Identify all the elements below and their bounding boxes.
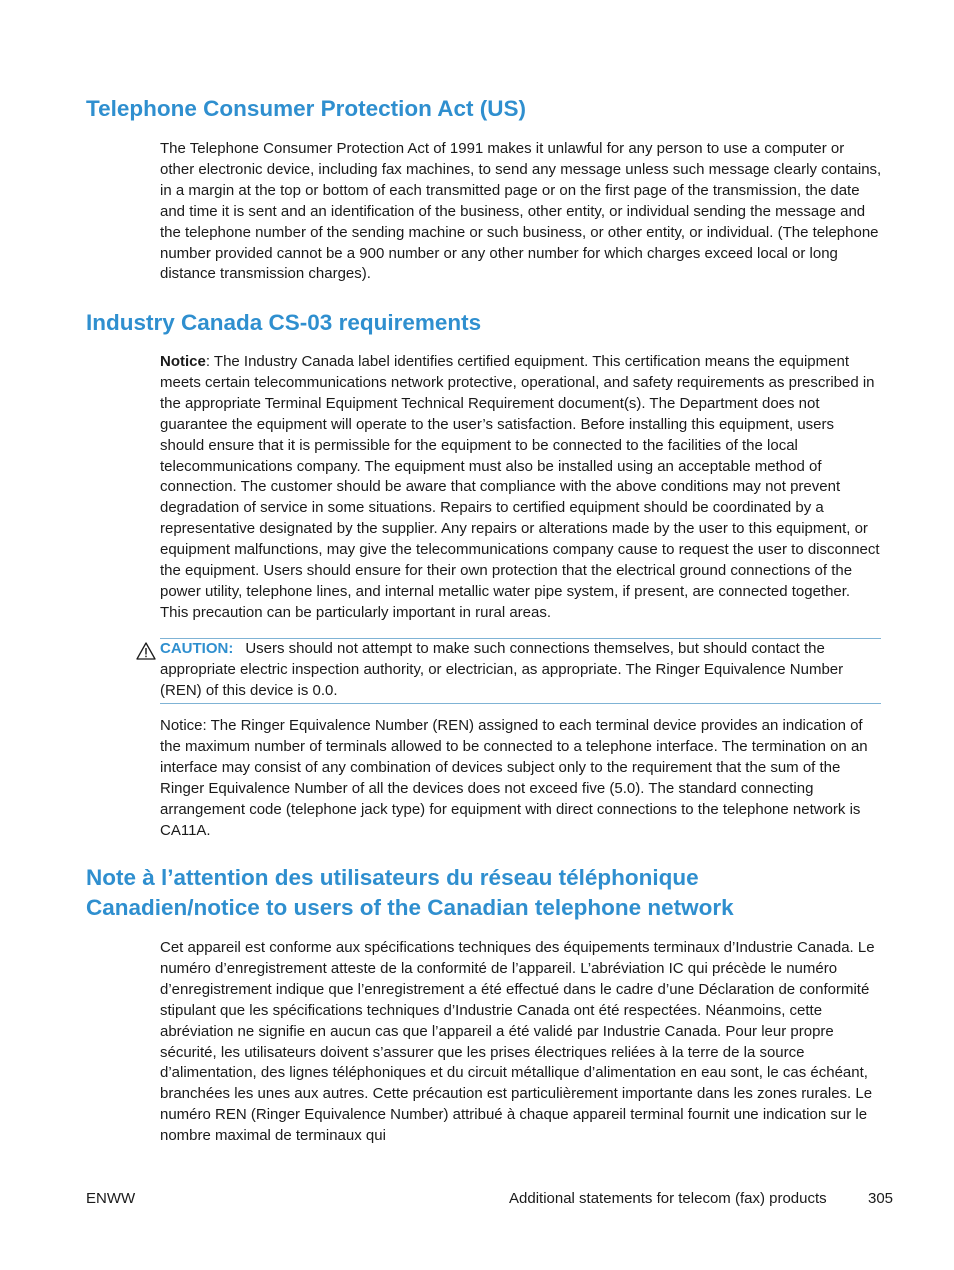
footer-left: ENWW: [86, 1190, 136, 1207]
tcpa-paragraph: The Telephone Consumer Protection Act of 1991 makes it unlawful for any person to use a computer or other electronic device, including fax machines, to send any message unless such message clearly contains, in a margin at the top or bottom of each transmitted page or on the first page of the transmission, the date and time it is sent and an identification of the business, other entity, or individual sending the message and the telephone number of the sending machine or such business, or other entity, or individual. (The telephone number provided cannot be a 900 number or any other number for which charges exceed local or long distance transmission charges).: [160, 140, 882, 283]
section-title-canadian-network-line2: Canadien/notice to users of the Canadian telephone network: [86, 895, 734, 920]
warning-triangle-icon: [136, 642, 156, 660]
section-title-canadian-network-line1: Note à l’attention des utilisateurs du réseau téléphonique: [86, 865, 699, 890]
page-number: 305: [868, 1190, 894, 1207]
ren-notice-paragraph: Notice: The Ringer Equivalence Number (REN) assigned to each terminal device provides an indication of the maximum number of terminals allowed to be connected to a telephone interface. The termination on an interface may consist of any combination of devices subject only to the requirement that the sum of the Ringer Equivalence Number of all the devices does not exceed five (5.0). The standard connecting arrangement code (telephone jack type) for equipment with direct connections to the telephone network is CA11A.: [160, 717, 868, 839]
notice-label: Notice: [160, 353, 206, 370]
canadian-network-paragraph: Cet appareil est conforme aux spécifications techniques des équipements terminaux d’Industrie Canada. Le numéro d’enregistrement atteste de la conformité de l’appareil. L’abréviation IC qui précède le numéro d’enregistrement indique que l’enregistrement a été effectué dans le cadre d’une Déclaration de conformité stipulant que les spécifications techniques d’Industrie Canada ont été respectées. Néanmoins, cette abréviation ne signifie en aucun cas que l’appareil a été validé par Industrie Canada. Pour leur propre sécurité, les utilisateurs doivent s’assurer que les prises électriques reliées à la terre de la source d’alimentation, des lignes téléphoniques et du circuit métallique d’alimentation en eau sont, le cas échéant, branchées les unes aux autres. Cette précaution est particulièrement importante dans les zones rurales. Le numéro REN (Ringer Equivalence Number) attribué à chaque appareil terminal fournit une indication sur le nombre maximal de terminaux qui: [160, 939, 875, 1145]
footer-chapter: Additional statements for telecom (fax) products: [509, 1190, 827, 1207]
caution-label: CAUTION:: [160, 640, 234, 657]
caution-text: Users should not attempt to make such connections themselves, but should contact the appropriate electric inspection authority, or electrician, as appropriate. The Ringer Equivalence Number (REN) of this device is 0.0.: [160, 640, 844, 699]
section-title-tcpa: Telephone Consumer Protection Act (US): [86, 96, 527, 121]
caution-box: [160, 638, 881, 704]
industry-canada-paragraph: [160, 352, 882, 624]
notice-text: : The Industry Canada label identifies certified equipment. This certification means the equipment meets certain telecommunications network protective, operational, and safety requirements as prescribed in the appropriate Terminal Equipment Technical Requirement document(s). The Department does not guarantee the equipment will operate to the user’s satisfaction. Before installing this equipment, users should ensure that it is permissible for the equipment to be connected to the facilities of the local telecommunications company. The equipment must also be installed using an acceptable method of connection. The customer should be aware that compliance with the above conditions may not prevent degradation of service in some situations. Repairs to certified equipment should be coordinated by a representative designated by the supplier. Any repairs or alterations made by the user to this equipment, or equipment malfunctions, may give the telecommunications company cause to request the user to disconnect the equipment. Users should ensure for their own protection that the electrical ground connections of the power utility, telephone lines, and internal metallic water pipe system, if present, are connected together. This precaution can be particularly important in rural areas.: [160, 353, 880, 621]
caution-paragraph: [160, 639, 881, 702]
section-title-industry-canada: Industry Canada CS-03 requirements: [86, 310, 482, 335]
